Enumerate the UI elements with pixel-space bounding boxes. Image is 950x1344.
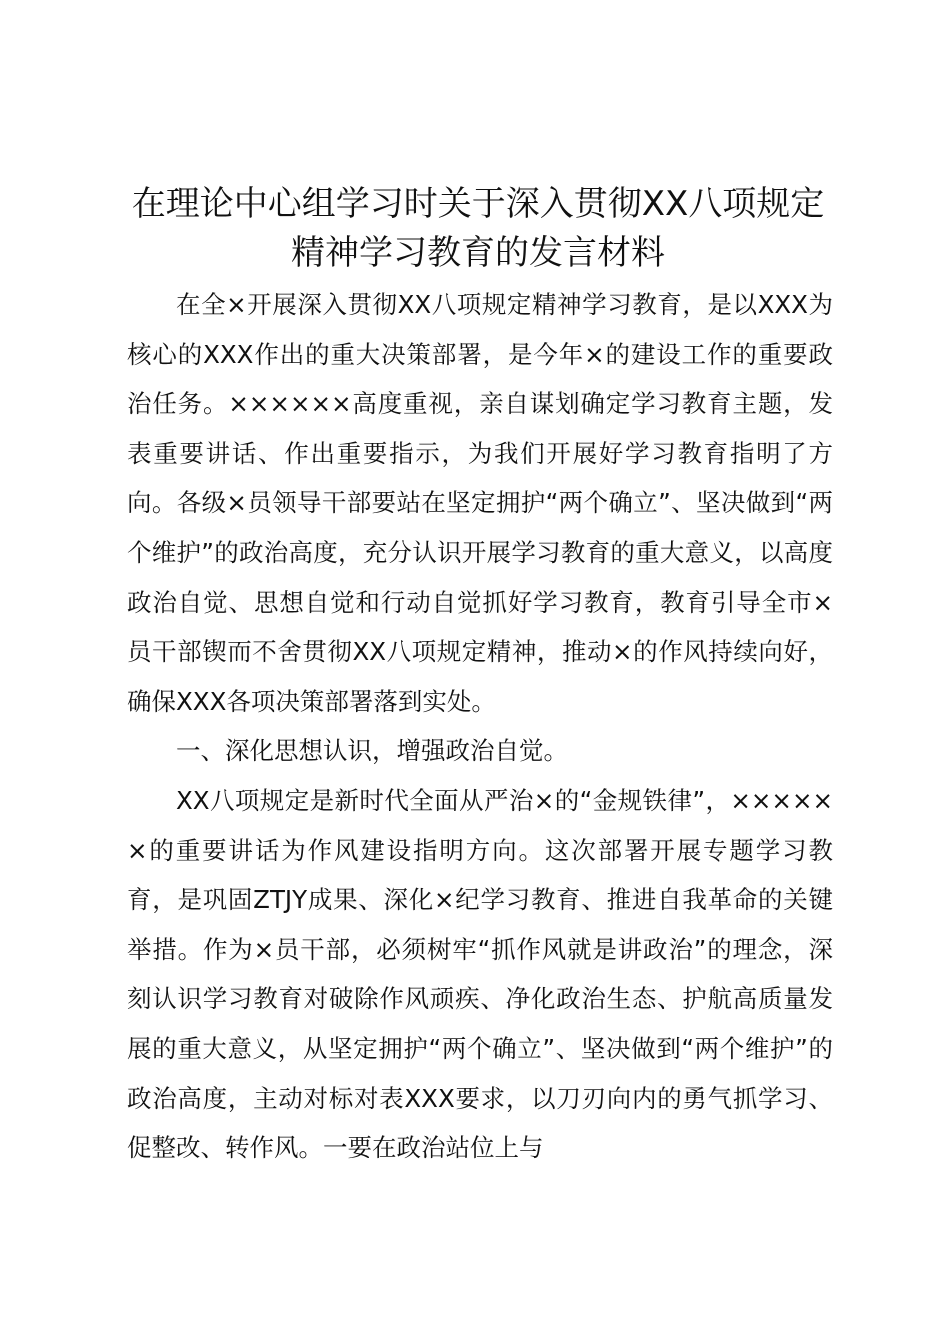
intro-paragraph: 在全×开展深入贯彻XX八项规定精神学习教育，是以XXX为核心的XXX作出的重大决策部署，是今年×的建设工作的重要政治任务。××××××高度重视，亲自谋划确定学习教育主题，发表重要讲话、作出重要指示，为我们开展好学习教育指明了方向。各级×员领导干部要站在坚定拥护“两个确立”、坚决做到“两个维护”的政治高度，充分认识开展学习教育的重大意义，以高度政治自觉、思想自觉和行动自觉抓好学习教育，教育引导全市×员干部锲而不舍贯彻XX八项规定精神，推动×的作风持续向好，确保XXX各项决策部署落到实处。: [127, 290, 833, 716]
section-heading-1: 一、深化思想认识，增强政治自觉。: [176, 736, 568, 766]
document-title: 在理论中心组学习时关于深入贯彻XX八项规定精神学习教育的发言材料: [131, 184, 825, 273]
document-body: [127, 280, 833, 1173]
section-1-paragraph: XX八项规定是新时代全面从严治×的“金规铁律”，××××××的重要讲话为作风建设指明方向。这次部署开展专题学习教育，是巩固ZTJY成果、深化×纪学习教育、推进自我革命的关键举措。作为×员干部，必须树牢“抓作风就是讲政治”的理念，深刻认识学习教育对破除作风顽疾、净化政治生态、护航高质量发展的重大意义，从坚定拥护“两个确立”、坚决做到“两个维护”的政治高度，主动对标对表XXX要求，以刀刃向内的勇气抓学习、促整改、转作风。一要在政治站位上与: [127, 785, 833, 1163]
